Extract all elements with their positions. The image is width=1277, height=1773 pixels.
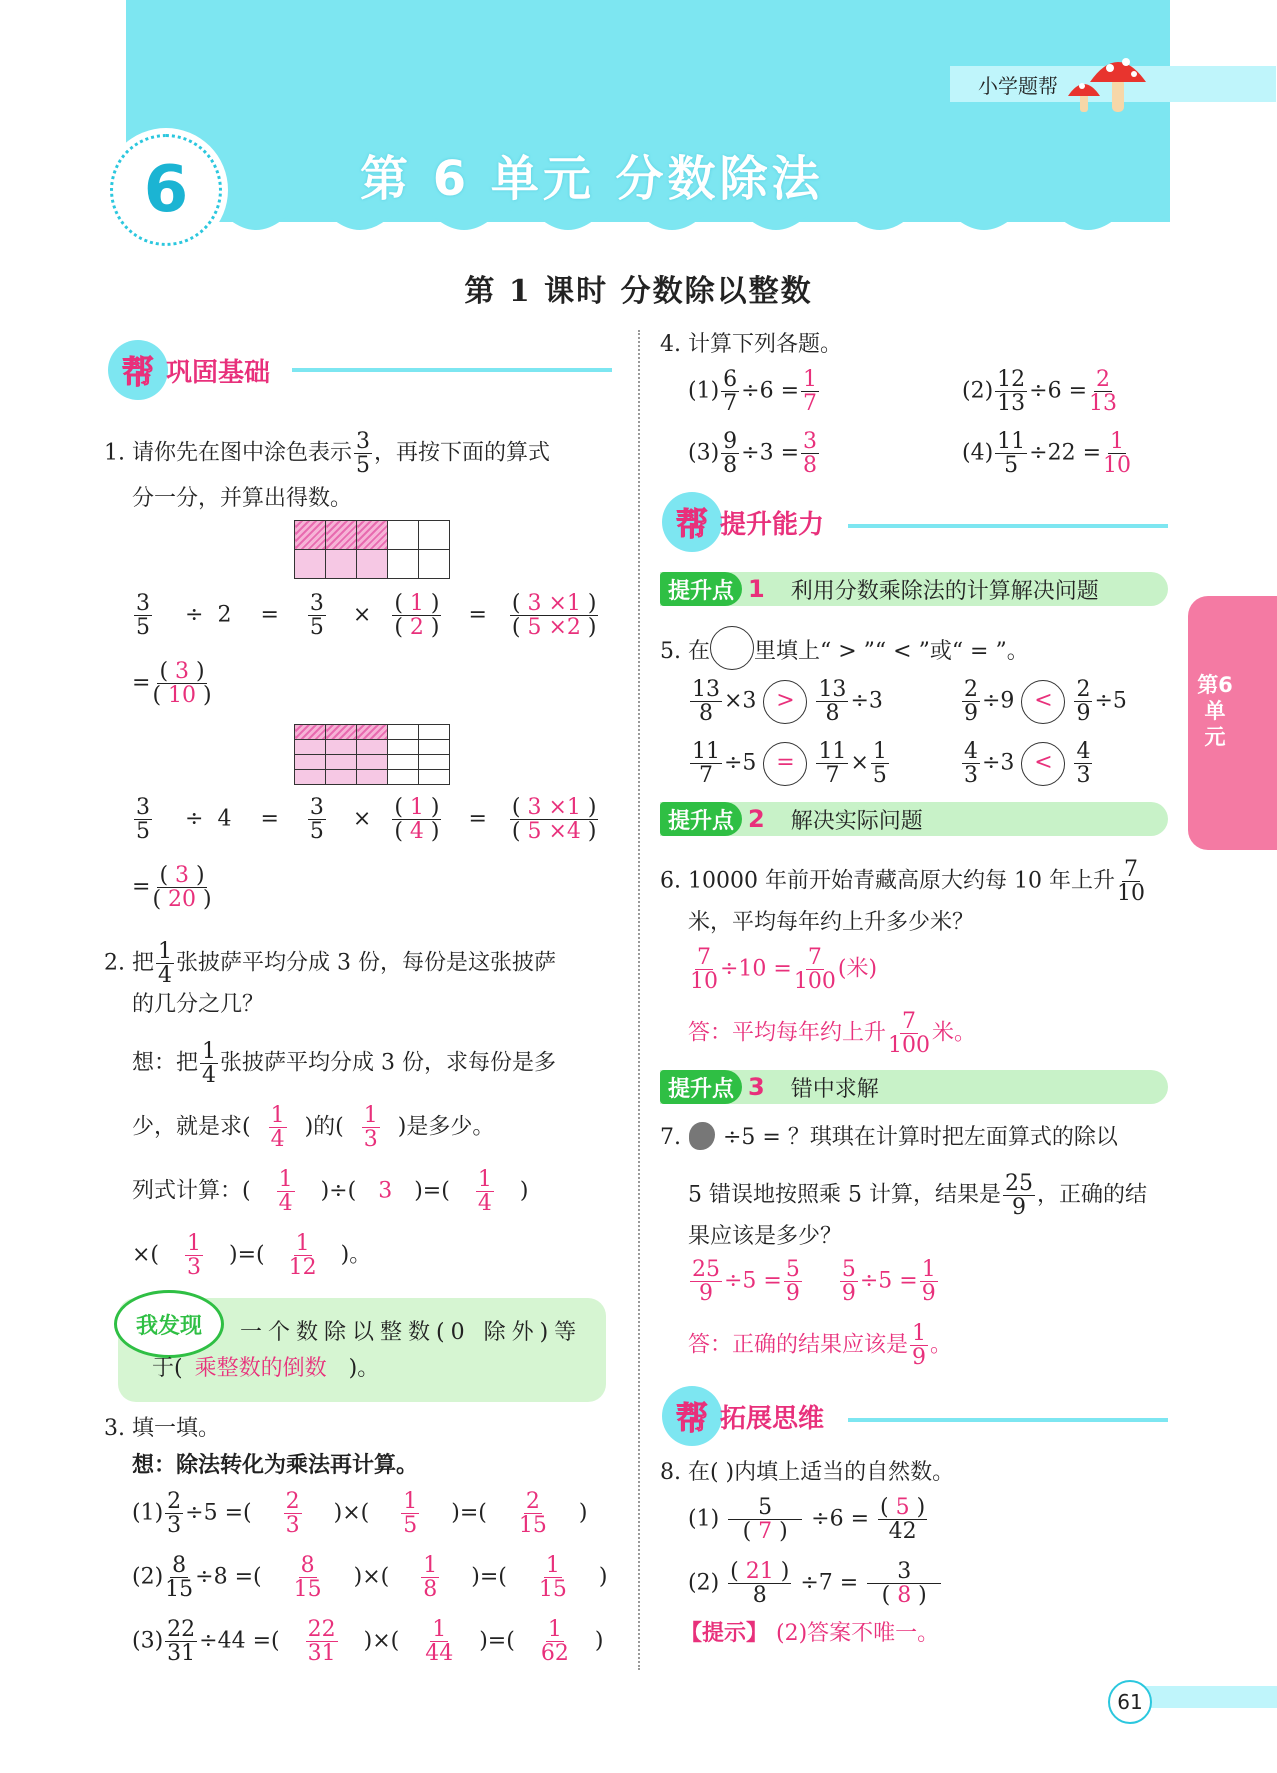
point-badge: 提升点 bbox=[660, 1070, 742, 1104]
grid-quarters bbox=[294, 724, 450, 785]
q5-item: $\frac{13}{8}$ ×3 > $\frac{13}{8}$ ÷3 bbox=[692, 677, 883, 727]
bang-icon: 帮 bbox=[108, 340, 168, 400]
section-label: 提升能力 bbox=[720, 509, 825, 540]
q8-row1: (1) $\frac{5}{( 7 )}$ ÷6 = $\frac{( 5 )}{42}$ bbox=[688, 1495, 926, 1545]
point-badge: 提升点 bbox=[660, 572, 742, 606]
q3-row: (3) $\frac{22}{31}$ ÷44 =( $\frac{22}{31}$ )×( $\frac{1}{44}$ )=( $\frac{1}{62}$ ) bbox=[132, 1617, 604, 1667]
compare-circle: = bbox=[763, 742, 807, 786]
discover-line2: 于( 乘整数的倒数 )。 bbox=[152, 1356, 380, 1381]
side-tab-label: 第6单元 bbox=[1197, 673, 1233, 749]
compare-circle: < bbox=[1021, 742, 1065, 786]
fraction: $\frac{3}{5}$ bbox=[355, 429, 370, 479]
section-head-thinking bbox=[662, 1386, 824, 1446]
q4-item: (2) $\frac{12}{13}$ ÷6 = $\frac{2}{13}$ bbox=[962, 367, 1118, 417]
q6-line1: 6. 10000 年前开始青藏高原大约每 10 年上升 $\frac{7}{10}$ bbox=[660, 857, 1145, 907]
q7-line2: 5 错误地按照乘 5 计算，结果是 $\frac{25}{9}$ ，正确的结 bbox=[688, 1171, 1147, 1221]
q6-calc: $\frac{7}{10}$ ÷10 = $\frac{7}{100}$ (米) bbox=[690, 945, 878, 995]
q2-line6: ×( $\frac{1}{3}$ )=( $\frac{1}{12}$ )。 bbox=[132, 1231, 372, 1281]
unit-title: 第 6 单元 分数除法 bbox=[360, 151, 824, 207]
brand-name: 小学题帮 bbox=[978, 74, 1058, 98]
q3-think: 想：除法转化为乘法再计算。 bbox=[132, 1452, 419, 1478]
q5-item: $\frac{11}{7}$ ÷5 = $\frac{11}{7}$ × $\frac{1}{5}$ bbox=[692, 739, 887, 789]
q2-line1: 2. 把 $\frac{1}{4}$ 张披萨平均分成 3 份，每份是这张披萨 bbox=[104, 939, 556, 989]
q2-line2: 的几分之几？ bbox=[132, 992, 265, 1017]
unit-number-badge: 6 bbox=[110, 134, 222, 246]
section-head-ability bbox=[662, 492, 824, 552]
q5-title: 5. 在 里填上“ > ”“ < ”或“ = ”。 bbox=[660, 626, 1029, 670]
discover-line1: 一个数除以整数(0 除外)等 bbox=[240, 1320, 583, 1345]
q1-line1: 1. 请你先在图中涂色表示 $\frac{3}{5}$ ，再按下面的算式 bbox=[104, 429, 550, 479]
mushroom-icon bbox=[1066, 48, 1148, 116]
q2-think: 想：把 $\frac{1}{4}$ 张披萨平均分成 3 份，求每份是多 bbox=[132, 1039, 557, 1089]
discover-badge: 我发现 bbox=[114, 1290, 224, 1358]
lesson-title: 第 1 课时 分数除以整数 bbox=[464, 274, 813, 309]
q2-line5: 列式计算：( $\frac{1}{4}$ )÷( 3 )=( $\frac{1}{4}$ ) bbox=[132, 1167, 529, 1217]
q5-item: $\frac{2}{9}$ ÷9 < $\frac{2}{9}$ ÷5 bbox=[964, 677, 1127, 727]
q7-line3: 果应该是多少？ bbox=[688, 1224, 843, 1249]
point-bar-1: 提升点 1 利用分数乘除法的计算解决问题 bbox=[660, 572, 1168, 606]
q4-title: 4. 计算下列各题。 bbox=[660, 332, 842, 357]
bang-icon: 帮 bbox=[662, 492, 722, 552]
ink-blot-icon bbox=[689, 1122, 715, 1150]
section-label: 巩固基础 bbox=[166, 357, 271, 388]
q7-answer: 答：正确的结果应该是 $\frac{1}{9}$ 。 bbox=[688, 1321, 953, 1371]
q4-item: (3) $\frac{9}{8}$ ÷3 = $\frac{3}{8}$ bbox=[688, 429, 818, 479]
q5-item: $\frac{4}{3}$ ÷3 < $\frac{4}{3}$ bbox=[964, 739, 1091, 789]
q1-row1: $\frac{3}{5}$ ÷ 2 = $\frac{3}{5}$ × $\frac{( 1 )}{( 2 )}$ = $\frac{( 3 \times 1 )}{( 5 \times 2 )}$ bbox=[136, 591, 597, 641]
q1-row2: $\frac{3}{5}$ ÷ 4 = $\frac{3}{5}$ × $\frac{( 1 )}{( 4 )}$ = $\frac{( 3 \times 1 )}{( 5 \times 4 )}$ bbox=[136, 795, 597, 845]
q8-hint: 【提示】 (2)答案不唯一。 bbox=[680, 1620, 940, 1646]
q1-line2: 分一分，并算出得数。 bbox=[132, 486, 353, 511]
grid-halves bbox=[294, 520, 450, 579]
q4-item: (4) $\frac{11}{5}$ ÷22 = $\frac{1}{10}$ bbox=[962, 429, 1132, 479]
section-head-basics bbox=[108, 340, 270, 400]
point-bar-2: 提升点 2 解决实际问题 bbox=[660, 802, 1168, 836]
q3-title: 3. 填一填。 bbox=[104, 1416, 220, 1441]
q3-row: (1) $\frac{2}{3}$ ÷5 =( $\frac{2}{3}$ )×( $\frac{1}{5}$ )=( $\frac{2}{15}$ ) bbox=[132, 1489, 588, 1539]
q6-answer: 答：平均每年约上升 $\frac{7}{100}$ 米。 bbox=[688, 1009, 977, 1059]
q7-calc: $\frac{25}{9}$ ÷5 = $\frac{5}{9}$ $\frac{5}{9}$ ÷5 = $\frac{1}{9}$ bbox=[692, 1257, 936, 1307]
compare-circle: > bbox=[763, 680, 807, 724]
q4-item: (1) $\frac{6}{7}$ ÷6 = $\frac{1}{7}$ bbox=[688, 367, 818, 417]
bang-icon: 帮 bbox=[662, 1386, 722, 1446]
q6-line2: 米，平均每年约上升多少米？ bbox=[688, 910, 975, 935]
q3-rows bbox=[132, 1490, 607, 1682]
point-badge: 提升点 bbox=[660, 802, 742, 836]
page-number: 61 bbox=[1108, 1680, 1152, 1724]
point-bar-3: 提升点 3 错中求解 bbox=[660, 1070, 1168, 1104]
q1-row1-result: = $\frac{( 3 )}{( 10 )}$ bbox=[132, 659, 212, 709]
q8-row2: (2) $\frac{( 21 )}{8}$ ÷7 = $\frac{3}{( 8 )}$ bbox=[688, 1560, 943, 1607]
compare-circle: < bbox=[1021, 680, 1065, 724]
column-divider bbox=[638, 330, 640, 1670]
section-label: 拓展思维 bbox=[720, 1403, 825, 1434]
section-line bbox=[848, 1418, 1168, 1422]
q1-row2-result: = $\frac{( 3 )}{( 20 )}$ bbox=[132, 863, 212, 913]
section-line bbox=[292, 368, 612, 372]
q7-line1: 7. ÷5 = ？琪琪在计算时把左面算式的除以 bbox=[660, 1122, 1118, 1153]
q8-title: 8. 在( )内填上适当的自然数。 bbox=[660, 1460, 955, 1485]
q2-line4: 少，就是求( $\frac{1}{4}$ )的( $\frac{1}{3}$ )是多少。 bbox=[132, 1103, 495, 1153]
section-line bbox=[848, 524, 1168, 528]
q3-row: (2) $\frac{8}{15}$ ÷8 =( $\frac{8}{15}$ )×( $\frac{1}{8}$ )=( $\frac{1}{15}$ ) bbox=[132, 1553, 608, 1603]
